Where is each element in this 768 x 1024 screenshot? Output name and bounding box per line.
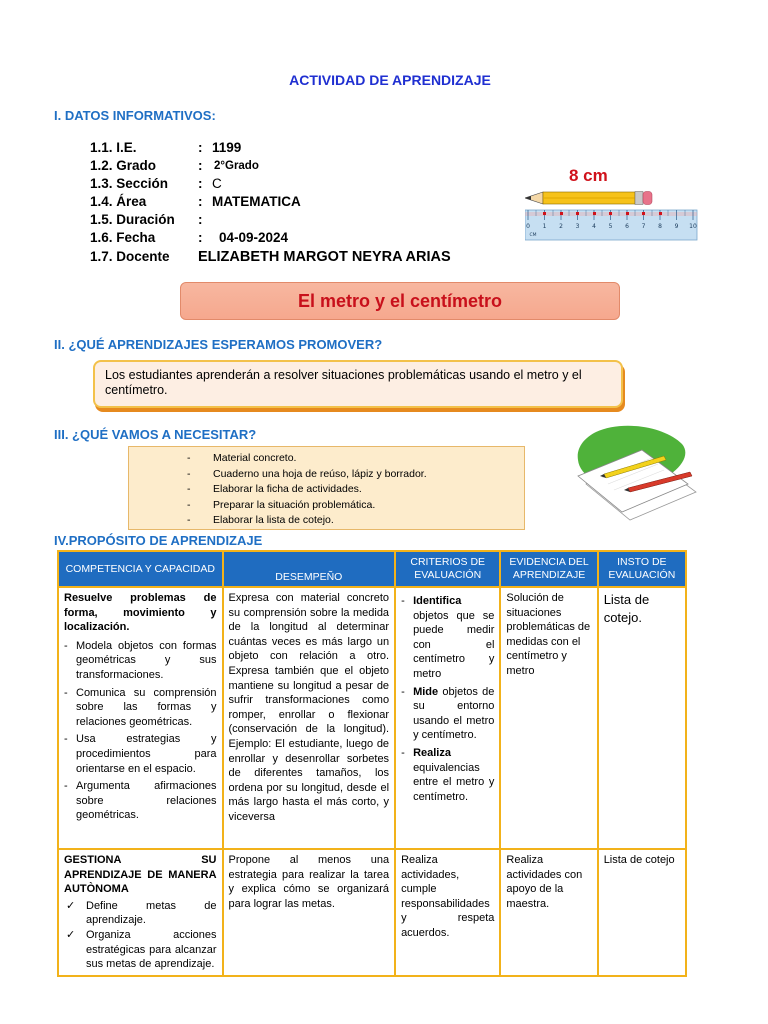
ruler-tick-label: 6 [625,223,629,230]
info-label: 1.6. Fecha [90,230,156,245]
material-item: - Cuaderno una hoja de reúso, lápiz y borrador. [187,467,524,483]
ruler-tick-label: 8 [658,223,662,230]
capacidades-list [64,639,217,823]
learning-goal-text: Los estudiantes aprenderán a resolver situaciones problemáticas usando el metro y el centímetro. [105,368,582,397]
cell-evidencia [500,849,597,976]
cell-competencia [58,849,223,976]
info-row-grado: 1.2. Grado : 2°Grado [90,158,259,173]
cell-desempeno [223,587,396,849]
info-label: 1.4. Área [90,194,147,209]
capacidad-item [64,928,217,972]
header-evidencia: EVIDENCIA DEL APRENDIZAJE [500,551,597,587]
criterio-text: objetos de su entorno usando el metro y centímetro. [413,685,495,742]
material-item: - Preparar la situación problemática. [187,498,524,514]
material-text: Elaborar la lista de cotejo. [213,514,334,526]
criterio-text: objetos que se puede medir con el centímetro y metro [413,609,495,680]
capacidades-list [64,899,217,972]
header-desempeno: DESEMPEÑO [223,551,396,587]
capacidad-item: - Comunica su comprensión sobre las formas y relaciones geométricas. [64,686,217,730]
learning-goal-box [93,360,623,408]
criterio-item [401,594,494,682]
capacidad-item: - Modela objetos con formas geométricas y sus transformaciones. [64,639,217,683]
criterio-item [401,685,494,743]
header-instrumento: INSTO DE EVALUACIÓN [598,551,686,587]
material-item: - Elaborar la lista de cotejo. [187,513,524,529]
material-item: - Elaborar la ficha de actividades. [187,482,524,498]
competencia-title: Resuelve problemas de forma, movimiento y localización. [64,592,217,634]
ruler-tick-label: 3 [575,223,580,230]
pencil-ruler-svg [525,188,715,244]
cell-desempeno [223,849,396,976]
info-label: 1.7. Docente [90,249,170,264]
desempeno-text: Expresa con material concreto su comprensión sobre la medida de la longitud al determinar cuántas veces es más largo un objeto con relación a otro. Expresa también que el objeto mantiene su longitud a pesar de sufrir transformaciones como romper, enrollar o flexionar (conservación de la longitud). Ejemplo: El estudiante, luego de enrollar y desenrollar sorbetes de diferentes tamaños, los ordena por su longitud, desde el más largo hasta el más corto, y viceversa [228,592,390,823]
capacidad-item [64,899,217,928]
criterio-verb: Identifica [413,595,462,607]
criterios-text: Realiza actividades, cumple responsabilidades y respeta acuerdos. [401,854,495,939]
info-value: 2°Grado [214,160,259,172]
cell-criterios [395,587,500,849]
criterio-text: equivalencias entre el metro y centímetro. [413,761,495,803]
materials-box [128,446,525,530]
topic-banner [180,282,620,320]
section-proposito: IV.PROPÓSITO DE APRENDIZAJE [54,533,263,548]
criterios-list [401,594,494,804]
section-necesitar: III. ¿QUÉ VAMOS A NECESITAR? [54,427,257,442]
papers-pencils-clipart [572,422,700,522]
material-text: Cuaderno una hoja de reúso, lápiz y borrador. [213,467,427,480]
info-label: 1.5. Duración [90,212,175,227]
cell-instrumento [598,587,686,849]
info-value: MATEMATICA [212,194,301,209]
ruler-tick-label: 1 [542,223,547,230]
ruler-tick-label: 4 [592,223,596,230]
desempeno-text: Propone al menos una estrategia para realizar la tarea y explica cómo se organizará para lograr las metas. [228,854,390,910]
capacidad-item: - Argumenta afirmaciones sobre relaciones geométricas. [64,779,217,823]
cell-instrumento [598,849,686,976]
header-competencia: COMPETENCIA Y CAPACIDAD [58,551,223,587]
info-row-docente [90,249,451,265]
info-value: C [212,176,222,191]
criterio-verb: Realiza [413,746,451,759]
ruler-tick-label: 0 [526,223,530,230]
header-criterios: CRITERIOS DE EVALUACIÓN [395,551,500,587]
material-item: - Material concreto. [187,451,524,467]
capacidad-text: Define metas de aprendizaje. [86,899,217,927]
table-row [58,587,686,849]
material-text: Material concreto. [213,452,297,464]
info-value: 04-09-2024 [219,230,289,245]
info-label: 1.2. Grado [90,158,157,173]
ruler-tick-label: 7 [641,223,646,230]
ruler-illustration [525,166,715,246]
criterio-verb: Mide [413,685,439,698]
table-header-row [58,551,686,587]
cell-competencia [58,587,223,849]
cell-criterios [395,849,500,976]
document-title: ACTIVIDAD DE APRENDIZAJE [289,72,491,88]
info-row-seccion: 1.3. Sección : C [90,176,222,191]
ruler-tick-label: 9 [674,223,679,230]
section-datos-informativos: I. DATOS INFORMATIVOS: [54,108,216,123]
learning-purpose-table [57,550,687,977]
topic-title: El metro y el centímetro [297,291,503,311]
checkmark-icon: ✓ [66,928,76,941]
ruler-unit: CM [529,233,537,238]
info-value: ELIZABETH MARGOT NEYRA ARIAS [198,249,451,265]
ruler-tick-label: 5 [608,223,613,230]
instrumento-text: Lista de cotejo [603,854,675,866]
info-row-fecha: 1.6. Fecha : 04-09-2024 [90,230,289,245]
instrumento-text: Lista de cotejo. [603,592,650,625]
material-text: Preparar la situación problemática. [213,498,376,511]
evidencia-text: Realiza actividades con apoyo de la maestra. [506,854,583,910]
material-text: Elaborar la ficha de actividades. [213,483,362,495]
info-row-ie: 1.1. I.E. : 1199 [90,140,242,155]
info-row-duracion: 1.5. Duración : [90,212,203,227]
info-row-area: 1.4. Área : MATEMATICA [90,194,301,209]
info-label: 1.1. I.E. [90,140,137,155]
section-aprendizajes: II. ¿QUÉ APRENDIZAJES ESPERAMOS PROMOVER? [54,337,383,352]
checkmark-icon: ✓ [66,899,76,912]
evidencia-text: Solución de situaciones problemáticas de medidas con el centímetro y metro [506,592,591,677]
ruler-tick-label: 2 [559,223,563,230]
table-row [58,849,686,976]
capacidad-item: - Usa estrategias y procedimientos para orientarse en el espacio. [64,732,217,776]
ruler-tick-label: 10 [689,223,697,230]
competencia-title: GESTIONA SU APRENDIZAJE DE MANERA AUTÒNOMA [64,854,217,896]
cell-evidencia [500,587,597,849]
capacidad-text: Organiza acciones estratégicas para alcanzar sus metas de aprendizaje. [86,928,217,971]
info-label: 1.3. Sección [90,176,169,191]
measure-label: 8 cm [569,166,608,185]
info-value: 1199 [212,140,242,155]
criterio-item [401,746,494,804]
